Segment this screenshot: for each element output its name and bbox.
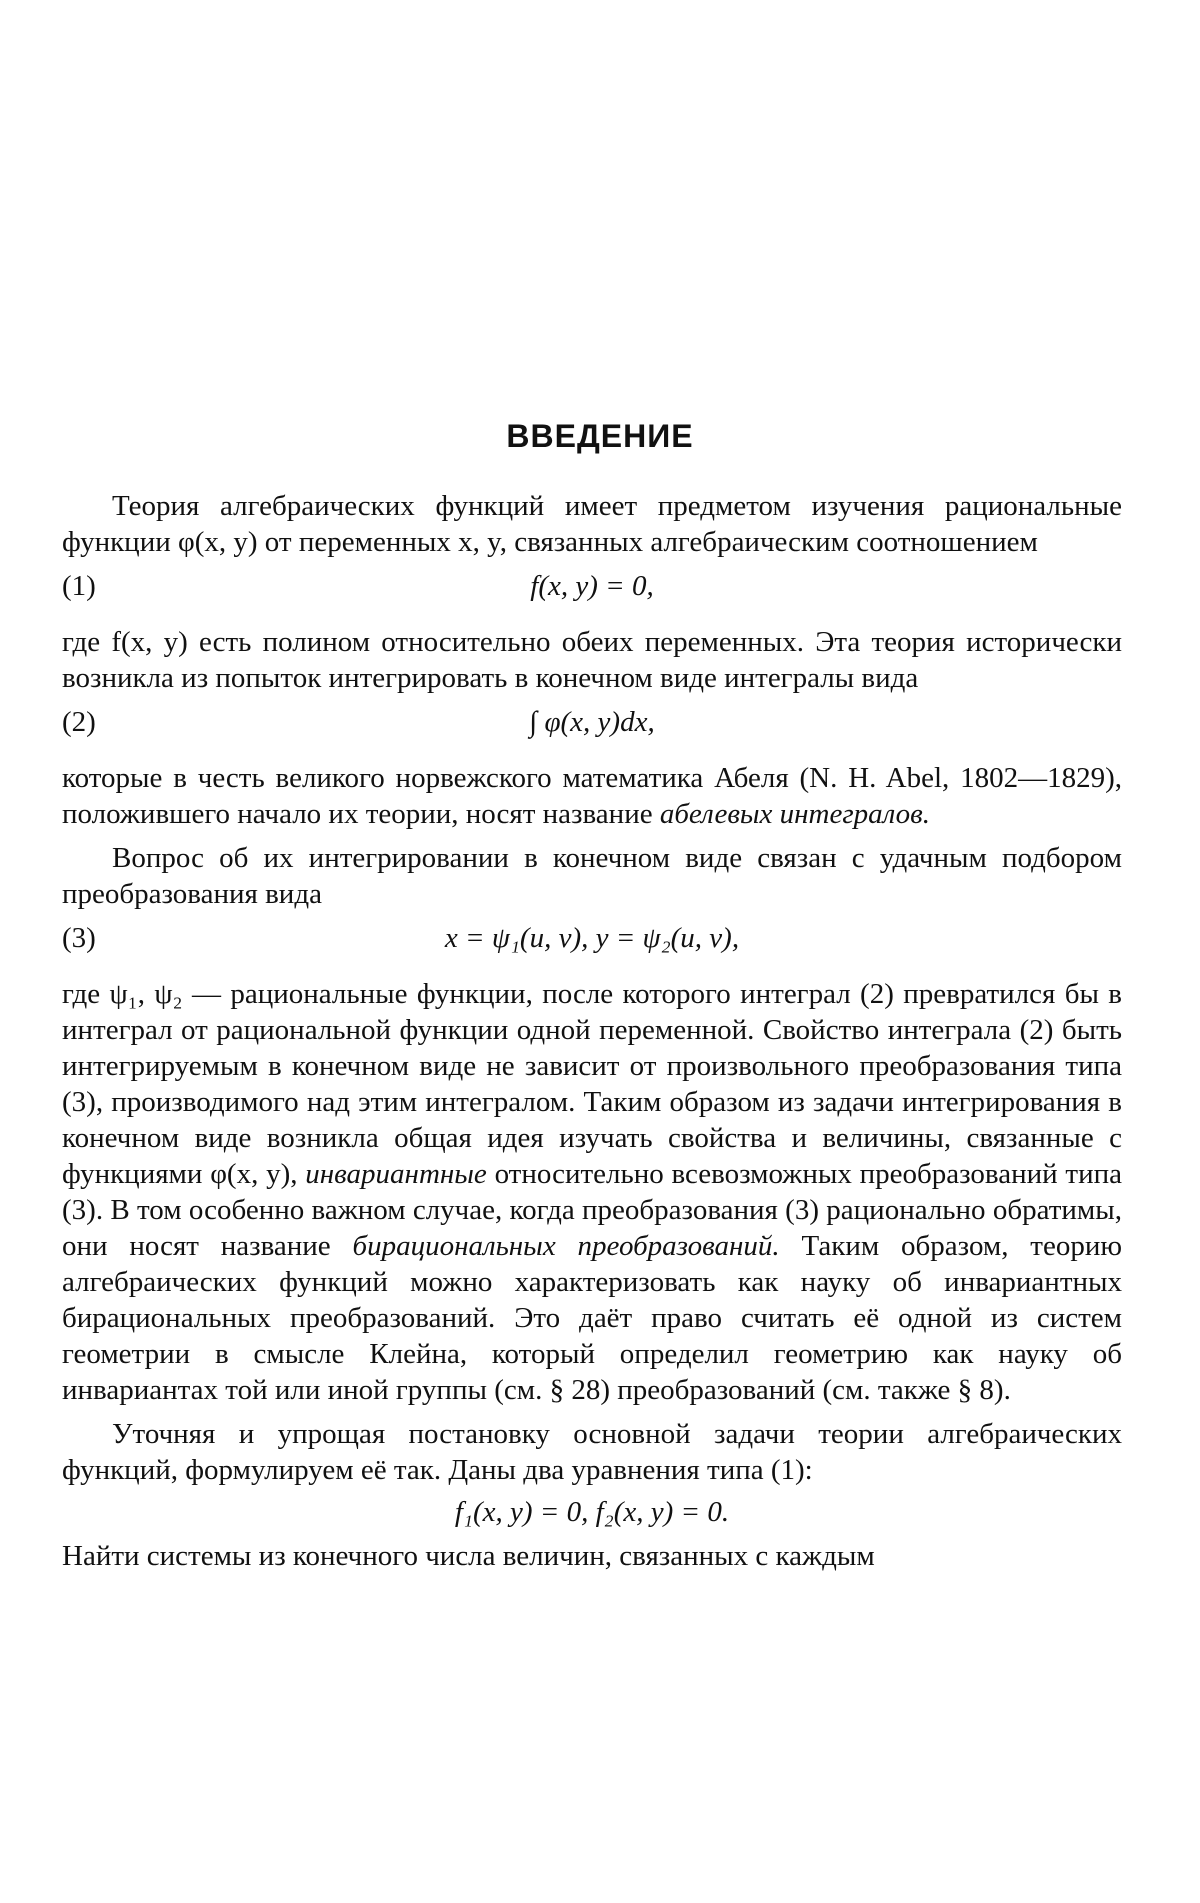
paragraph-invariants xyxy=(62,976,1122,1408)
emphasis-birational: бирациональных преобразований. xyxy=(352,1230,780,1262)
page-body xyxy=(62,488,1122,1574)
paragraph-abel xyxy=(62,760,1122,832)
equation-number: (3) xyxy=(62,922,96,954)
text-run: относительно всевозможных преобразований типа (3). В том особенно важном случае, когда преобразования (3) рационально обратимы, они носят название xyxy=(62,1158,1122,1262)
equation-2 xyxy=(62,704,1122,744)
equation-formula: x = ψ₁(u, v), y = ψ₂(u, v), xyxy=(444,922,740,954)
text-run: которые в честь великого норвежского математика Абеля (N. H. Abel, 1802—1829), положившего начало их теории, носят название xyxy=(62,762,1122,830)
chapter-title: ВВЕДЕНИЕ xyxy=(506,418,694,454)
emphasis-abelian-integrals: абелевых интегралов. xyxy=(659,798,931,830)
paragraph-intro: Теория алгебраических функций имеет предметом изучения рациональные функции φ(x, y) от переменных x, y, связанных алгебраическим соотношением xyxy=(62,490,1122,558)
text-run: Таким образом, теорию алгебраических функций можно характеризовать как науку об инвариантных бирациональных преобразований. Это даёт право считать её одной из систем геометрии в смысле Клейна, который определил геометрию как науку об инвариантах той или иной группы (см. § 28) преобразований (см. также § 8). xyxy=(62,1230,1123,1406)
equation-4: f₁(x, y) = 0, f₂(x, y) = 0. xyxy=(454,1496,730,1528)
equation-formula: f(x, y) = 0, xyxy=(530,570,654,602)
equation-number: (1) xyxy=(62,570,96,602)
emphasis-invariant: инвариантные xyxy=(305,1158,487,1190)
equation-number: (2) xyxy=(62,706,96,738)
equation-3 xyxy=(62,920,1122,960)
equation-1 xyxy=(62,568,1122,608)
paragraph-final: Найти системы из конечного числа величин, связанных с каждым xyxy=(62,1540,875,1572)
paragraph-polynomial: где f(x, y) есть полином относительно обеих переменных. Эта теория исторически возникла из попыток интегрировать в конечном виде интегралы вида xyxy=(62,626,1122,694)
equation-formula: ∫ φ(x, y)dx, xyxy=(529,706,655,738)
paragraph-problem: Уточняя и упрощая постановку основной задачи теории алгебраических функций, формулируем её так. Даны два уравнения типа (1): xyxy=(62,1418,1122,1486)
paragraph-transformation: Вопрос об их интегрировании в конечном виде связан с удачным подбором преобразования вида xyxy=(62,842,1122,910)
text-run: где ψ₁, ψ₂ — рациональные функции, после которого интеграл (2) превратился бы в интеграл от рациональной функции одной переменной. Свойство интеграла (2) быть интегрируемым в конечном виде не зависит от произвольного преобразования типа (3), производимого над этим интегралом. Таким образом из задачи интегрирования в конечном виде возникла общая идея изучать свойства и величины, связанные с функциями φ(x, y), xyxy=(62,978,1122,1190)
